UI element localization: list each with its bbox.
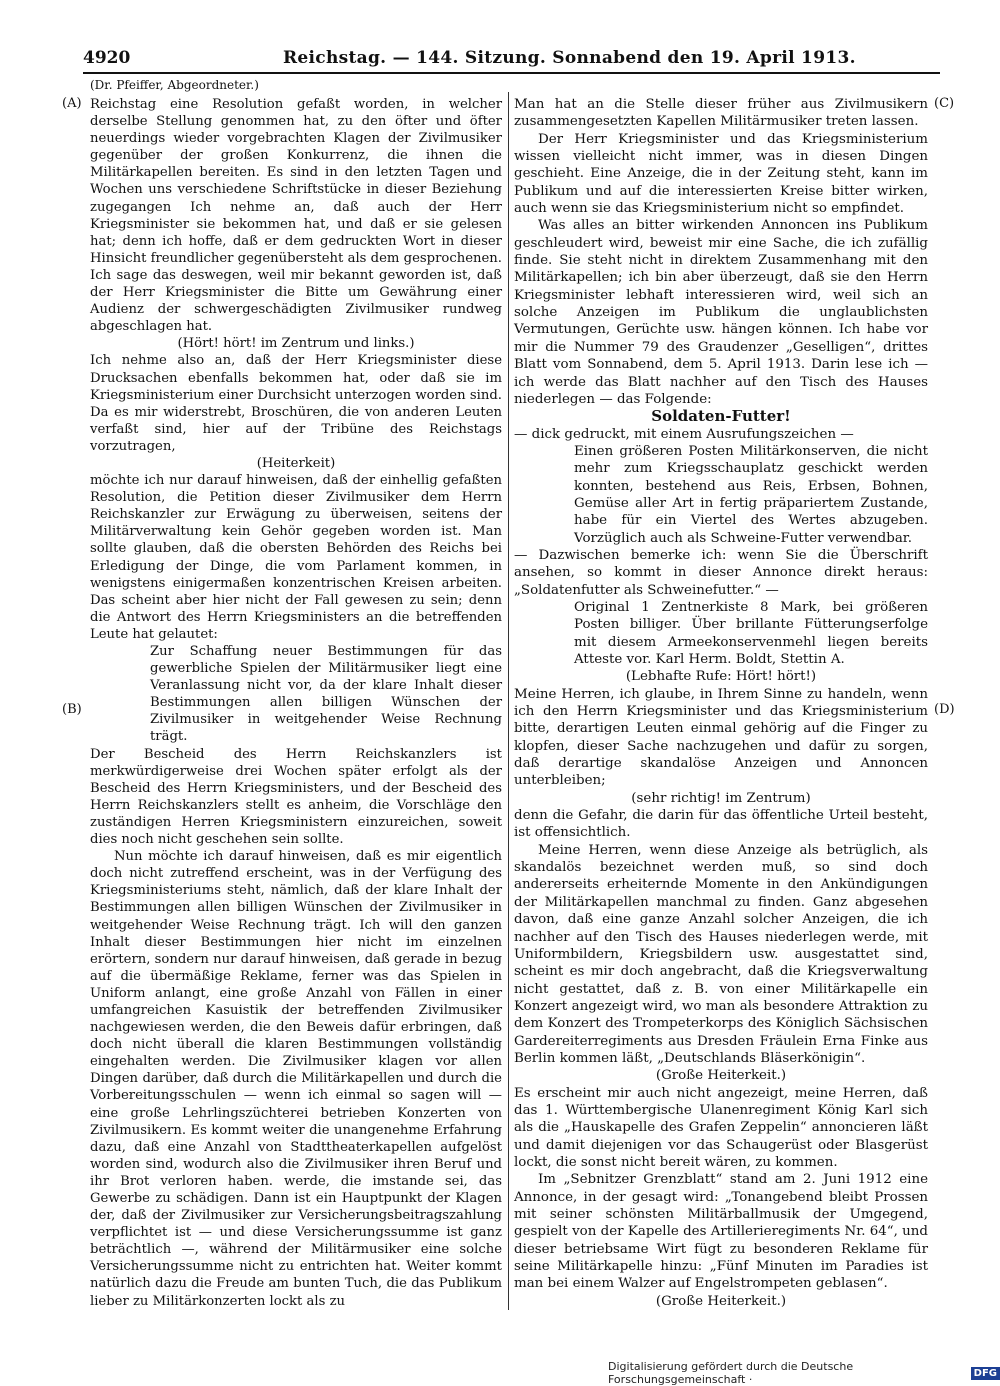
right-column xyxy=(514,96,928,1310)
paragraph: Nun möchte ich darauf hinweisen, daß es mir eigentlich doch nicht zutreffend erscheint, was in der Verfügung des Kriegsministeriums steht, nämlich, daß der klare Inhalt der Bestimmungen allen billigen Wünschen der Zivilmusiker in weitgehender Weise Rechnung trägt. Ich will den ganzen Inhalt dieser Bestimmungen hier nicht im einzelnen erörtern, sondern nur darauf hinweisen, daß gerade in bezug auf die übermäßige Reklame, ferner was das Spielen in Uniform anlangt, eine große Anzahl von Fällen in einer umfangreichen Kasuistik der betreffenden Zivilmusiker nachgewiesen werden, die den Beweis dafür erbringen, daß doch nicht überall die klaren Bestimmungen vollständig eingehalten werden. Die Zivilmusiker klagen vor allen Dingen darüber, daß durch die Militärkapellen und durch die Vorbereitungsschulen — wenn ich einmal so sagen will — eine große Lehrlingszüchterei betrieben Konzerten von Zivilmusikern. Es kommt weiter die unangenehme Erfahrung dazu, daß eine Anzahl von Stadttheaterkapellen aufgelöst worden sind, wodurch also die Zivilmusiker ihren Beruf und ihr Brot verloren haben. werde, die imstande sei, das Gewerbe zu schädigen. Dann ist ein Hauptpunkt der Klagen der, daß der Zivilmusiker zur Versicherungsbeitragszahlung verpflichtet ist — und diese Versicherungssumme ist ganz beträchtlich —, während der Militärmusiker eine solche Versicherungssumme nicht zu entrichten hat. Weiter kommt natürlich dazu die Freude am bunten Tuch, die das Publikum lieber zu Militärkonzerten lockt als zu xyxy=(90,849,502,1309)
interjection: (sehr richtig! im Zentrum) xyxy=(631,790,811,806)
paragraph: Im „Sebnitzer Grenzblatt“ stand am 2. Juni 1912 eine Annonce, in der gesagt wird: „Tonangebend bleibt Prossen mit seiner schönsten Militärballmusik der Umgegend, gespielt von der Kapelle des Artillerieregiments Nr. 64“, und dieser betriebsame Wirt fügt zu besonderen Reklame für seine Militärkapelle hinzu: „Fünf Minuten im Paradies ist man bei einem Walzer auf Engelstrompeten geblasen“. xyxy=(514,1172,928,1292)
paragraph: — Dazwischen bemerke ich: wenn Sie die Überschrift ansehen, so kommt in dieser Annonce direkt heraus: „Soldatenfutter als Schweinefutter.“ — xyxy=(514,547,928,598)
quoted-passage: Einen größeren Posten Militärkonserven, die nicht mehr zum Kriegsschauplatz geschickt werden konnten, bestehend aus Reis, Erbsen, Bohnen, Gemüse aller Art in fertig präpariertem Zustande, habe für ein Viertel des Wertes abzugeben. Vorzüglich auch als Schweine-Futter verwendbar. xyxy=(574,443,928,546)
speaker-line: (Dr. Pfeiffer, Abgeordneter.) xyxy=(90,78,259,92)
running-title: Reichstag. — 144. Sitzung. Sonnabend den 19. April 1913. xyxy=(283,48,856,68)
paragraph: Meine Herren, ich glaube, in Ihrem Sinne zu handeln, wenn ich den Herrn Kriegsminister und das Kriegsministerium bitte, derartigen Leuten einmal gehörig auf die Finger zu klopfen, dieser Sache nachzugehen und dafür zu sorgen, daß derartige skandalöse Anzeigen und Annoncen unterbleiben; xyxy=(514,686,928,789)
paragraph: Der Bescheid des Herrn Reichskanzlers ist merkwürdigerweise drei Wochen später erfolgt als der Bescheid des Herrn Kriegsministers, und der Bescheid des Herrn Reichskanzlers stellt es anheim, die Vorschläge den zuständigen Herren Kriegsministern einzureichen, soweit dies noch nicht geschehen sein sollte. xyxy=(90,746,502,848)
paragraph: — dick gedruckt, mit einem Ausrufungszeichen — xyxy=(514,426,854,442)
paragraph: Meine Herren, wenn diese Anzeige als betrüglich, als skandalös bezeichnet werden muß, so sind doch andererseits erheiternde Momente in den Ankündigungen der Militärkapellen manchmal zu finden. Ganz abgesehen davon, daß eine ganze Anzahl solcher Anzeigen, die ich nachher auf den Tisch des Hauses niederlegen werde, mit Uniformbildern, Kriegsbildern usw. ausgestattet sind, scheint es mir doch angebracht, daß die Kriegsverwaltung nicht gestattet, daß z. B. von einer Militärkapelle ein Konzert angezeigt wird, wo man als besondere Attraktion zu dem Konzert des Trompeterkorps des Königlich Sächsischen Gardereiterregiments aus Dresden Fräulein Erna Finke aus Berlin kommen läßt, „Deutschlands Bläserkönigin“. xyxy=(514,842,928,1066)
interjection: (Große Heiterkeit.) xyxy=(655,1293,787,1309)
paragraph: Was alles an bitter wirkenden Annoncen ins Publikum geschleudert wird, beweist mir eine Sache, die ich zufällig finde. Sie steht nicht in direktem Zusammenhang mit den Militärkapellen; ich bin aber überzeugt, daß sie den Herrn Kriegsminister lebhaft interessieren wird, weil sich an solche Anzeigen im Publikum die unglaublichsten Vermutungen, Gerüchte usw. hängen können. Ich habe vor mir die Nummer 79 des Graudenzer „Geselligen“, drittes Blatt vom Sonnabend, dem 5. April 1913. Darin lese ich — ich werde das Blatt nachher auf den Tisch des Hauses niederlegen — das Folgende: xyxy=(514,218,928,407)
interjection: (Große Heiterkeit.) xyxy=(655,1068,787,1084)
footer-credit: Digitalisierung gefördert durch die Deutsche Forschungsgemeinschaft · xyxy=(608,1360,854,1386)
page-number: 4920 xyxy=(83,48,131,68)
interjection: (Hört! hört! im Zentrum und links.) xyxy=(177,336,415,352)
paragraph: Man hat an die Stelle dieser früher aus Zivilmusikern zusammengesetzten Kapellen Militärmusiker treten lassen. xyxy=(514,97,928,130)
quoted-passage: Original 1 Zentnerkiste 8 Mark, bei größeren Posten billiger. Über brillante Fütterungserfolge mit diesem Armeekonservenmehl liegen bereits Atteste vor. Karl Herm. Boldt, Stettin A. xyxy=(574,599,928,667)
quoted-heading: Soldaten-Futter! xyxy=(651,407,791,426)
paragraph: Es erscheint mir auch nicht angezeigt, meine Herren, daß das 1. Württembergische Ulanenregiment König Karl sich als die „Hauskapelle des Grafen Zeppelin“ annoncieren läßt und damit diejenigen vor das Schaugerüst oder Blasgerüst lockt, die sonst nicht bereit wären, zu kommen. xyxy=(514,1085,928,1170)
margin-marker-a: (A) xyxy=(62,96,82,111)
paragraph: Ich nehme also an, daß der Herr Kriegsminister diese Drucksachen ebenfalls bekommen hat, oder daß sie im Kriegsministerium einer Durchsicht unterzogen worden sind. Da es mir widerstrebt, Broschüren, die von anderen Leuten verfaßt sind, hier auf der Tribüne des Reichstags vorzutragen, xyxy=(90,353,502,454)
quoted-passage: Zur Schaffung neuer Bestimmungen für das gewerbliche Spielen der Militärmusiker liegt eine Veranlassung nicht vor, da der klare Inhalt dieser Bestimmungen allen billigen Wünschen der Zivilmusiker in weitgehender Weise Rechnung trägt. xyxy=(150,644,502,745)
footer xyxy=(608,1360,1000,1386)
left-column xyxy=(90,96,502,1310)
interjection: (Lebhafte Rufe: Hört! hört!) xyxy=(625,669,817,685)
paragraph: Der Herr Kriegsminister und das Kriegsministerium wissen vielleicht nicht immer, was in diesen Dingen geschieht. Eine Anzeige, die in der Zeitung steht, kann im Publikum und auf die interessierten Kreise bitter wirken, auch wenn sie das Kriegsministerium nicht so empfindet. xyxy=(514,131,928,217)
paragraph: denn die Gefahr, die darin für das öffentliche Urteil besteht, ist offensichtlich. xyxy=(514,808,928,841)
margin-marker-b: (B) xyxy=(62,702,82,717)
paragraph: möchte ich nur darauf hinweisen, daß der einhellig gefaßten Resolution, die Petition dieser Zivilmusiker dem Herrn Reichskanzler zur Erwägung zu überweisen, seitens der Militärverwaltung kein Gehör gegeben worden ist. Man sollte glauben, daß die obersten Behörden des Reichs bei Erledigung der Dinge, die vom Parlament kommen, in wenigstens einigermaßen konzentrischen Kreisen arbeiten. Das scheint aber hier nicht der Fall gewesen zu sein; denn die Antwort des Herrn Kriegsministers an die betreffenden Leute hat gelautet: xyxy=(90,473,502,642)
header-rule xyxy=(83,72,940,74)
interjection: (Heiterkeit) xyxy=(256,455,336,471)
column-divider xyxy=(508,92,509,1310)
margin-marker-c: (C) xyxy=(934,96,955,111)
margin-marker-d: (D) xyxy=(934,702,955,717)
paragraph: Reichstag eine Resolution gefaßt worden, in welcher derselbe Stellung genommen hat, zu den öfter und öfter neuerdings wieder vorgebrachten Klagen der Zivilmusiker gegenüber der großen Konkurrenz, die ihnen die Militärkapellen bereiten. Es sind in den letzten Tagen und Wochen uns verschiedene Schriftstücke in dieser Beziehung zugegangen Ich nehme an, daß auch der Herr Kriegsminister sie bekommen hat, und daß er sie gelesen hat; denn ich hoffe, daß er dem gedruckten Wort in dieser Hinsicht freundlicher gegenübersteht als dem gesprochenen. Ich sage das deswegen, weil mir bekannt geworden ist, daß der Herr Kriegsminister die Bitte um Gewährung einer Audienz der schwergeschädigten Zivilmusiker rundweg abgeschlagen hat. xyxy=(90,97,502,335)
page-header xyxy=(83,48,940,70)
dfg-logo: DFG xyxy=(971,1367,1000,1380)
